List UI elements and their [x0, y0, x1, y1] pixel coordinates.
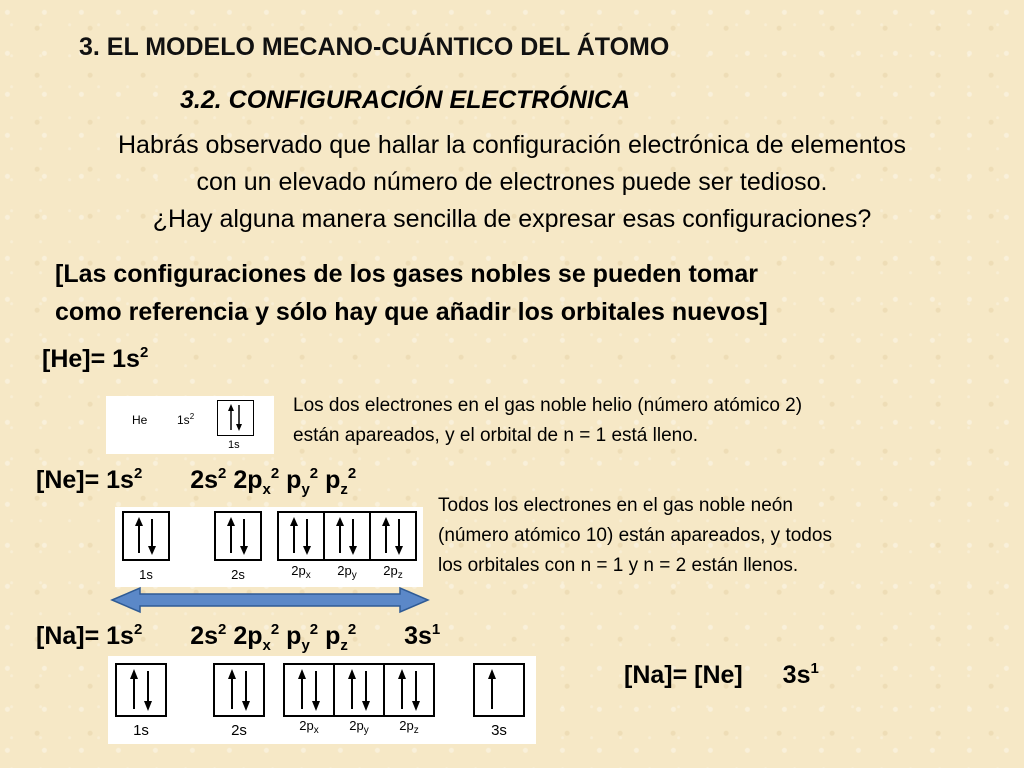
reference-statement — [55, 255, 768, 331]
spin-pair-icon — [218, 401, 252, 434]
na-2s: 2s — [190, 622, 219, 650]
reference-line-1: [Las configuraciones de los gases nobles se pueden tomar — [55, 260, 758, 288]
na-2s-sup: 2 — [218, 621, 227, 638]
he-panel-symbol: He — [132, 413, 148, 427]
intro-line-2: con un elevado número de electrones puede ser tedioso. — [196, 168, 828, 196]
na-orbital-2pz — [383, 663, 435, 717]
ne-note-line-1: Todos los electrones en el gas noble neón — [438, 495, 793, 516]
na-orbital-1s — [115, 663, 167, 717]
na-py: p — [286, 622, 302, 650]
na-orbital-2px — [283, 663, 335, 717]
ne-orbital-2py — [323, 511, 371, 561]
ne-py-sup: 2 — [309, 465, 319, 482]
he-configuration — [42, 345, 148, 374]
he-orbital-label: 1s — [228, 439, 240, 451]
na-short-3s-sup: 1 — [810, 660, 819, 677]
intro-line-1: Habrás observado que hallar la configuración electrónica de elementos — [118, 131, 906, 159]
na-short-configuration — [624, 661, 819, 690]
na-label-2py: $2p_y$ — [349, 718, 369, 736]
na-pz: p — [325, 622, 341, 650]
ne-label-2px: $2p_x$ — [291, 563, 311, 581]
na-py-sup: 2 — [309, 621, 319, 638]
spin-pair-icon — [216, 513, 260, 559]
na-label-2pz: $2p_z$ — [399, 718, 419, 736]
reference-line-2: como referencia y sólo hay que añadir los orbitales nuevos] — [55, 298, 768, 326]
ne-pz-sub: z — [340, 481, 348, 498]
he-orbital-panel — [106, 396, 274, 454]
ne-orbital-2pz — [369, 511, 417, 561]
spin-pair-icon — [371, 513, 415, 559]
section-subtitle: 3.2. CONFIGURACIÓN ELECTRÓNICA — [180, 86, 631, 114]
ne-2s: 2s — [190, 466, 219, 494]
ne-orbital-1s — [122, 511, 170, 561]
spin-pair-icon — [117, 665, 165, 715]
intro-line-3: ¿Hay alguna manera sencilla de expresar esas configuraciones? — [152, 205, 872, 233]
he-note-line-1: Los dos electrones en el gas noble helio (número atómico 2) — [293, 395, 803, 416]
spin-pair-icon — [325, 513, 369, 559]
spin-pair-icon — [285, 665, 333, 715]
ne-orbital-2s — [214, 511, 262, 561]
ne-label-1s: 1s — [139, 567, 153, 582]
na-2px-sub: x — [262, 637, 271, 654]
ne-2px: 2p — [233, 466, 263, 494]
spin-pair-icon — [215, 665, 263, 715]
he-panel-config-sup: 2 — [189, 412, 195, 421]
spin-pair-icon — [385, 665, 433, 715]
na-label-2s: 2s — [231, 722, 247, 739]
ne-prefix: [Ne]= 1s — [36, 466, 134, 494]
spin-up-arrow-icon — [475, 665, 523, 715]
na-3s: 3s — [404, 622, 432, 650]
ne-note — [438, 491, 832, 581]
na-3s-sup: 1 — [431, 621, 441, 638]
na-label-1s: 1s — [133, 722, 149, 739]
he-config-sup: 2 — [139, 344, 149, 361]
na-prefix: [Na]= 1s — [36, 622, 134, 650]
na-py-sub: y — [301, 637, 310, 654]
na-2px-sup: 2 — [270, 621, 280, 638]
ne-py-sub: y — [301, 481, 310, 498]
ne-label-2pz: $2p_z$ — [383, 563, 403, 581]
na-label-3s: 3s — [491, 722, 507, 739]
na-1s-sup: 2 — [133, 621, 143, 638]
na-orbital-panel — [108, 656, 536, 744]
na-pz-sup: 2 — [347, 621, 357, 638]
ne-pz: p — [325, 466, 341, 494]
spin-pair-icon — [124, 513, 168, 559]
he-panel-config — [177, 413, 194, 427]
ne-orbital-2px — [277, 511, 325, 561]
na-pz-sub: z — [340, 637, 348, 654]
na-short-prefix: [Na]= [Ne] — [624, 661, 743, 689]
ne-2s-sup: 2 — [218, 465, 227, 482]
he-config-text: [He]= 1s — [42, 345, 140, 373]
double-arrow-icon — [110, 586, 430, 614]
ne-orbital-panel — [115, 507, 423, 587]
na-orbital-3s — [473, 663, 525, 717]
ne-note-line-3: los orbitales con n = 1 y n = 2 están llenos. — [438, 555, 799, 576]
na-2px: 2p — [233, 622, 263, 650]
na-orbital-2py — [333, 663, 385, 717]
he-panel-config-text: 1s — [177, 413, 190, 427]
spin-pair-icon — [279, 513, 323, 559]
ne-2px-sup: 2 — [270, 465, 280, 482]
spin-pair-icon — [335, 665, 383, 715]
ne-1s-sup: 2 — [133, 465, 143, 482]
na-configuration — [36, 621, 441, 654]
he-orbital-1s — [217, 400, 254, 436]
he-note-line-2: están apareados, y el orbital de n = 1 está lleno. — [293, 425, 699, 446]
ne-configuration — [36, 465, 357, 498]
ne-note-line-2: (número atómico 10) están apareados, y todos — [438, 525, 832, 546]
ne-py: p — [286, 466, 302, 494]
page-title: 3. EL MODELO MECANO-CUÁNTICO DEL ÁTOMO — [79, 33, 670, 61]
he-note — [293, 391, 802, 451]
na-label-2px: $2p_x$ — [299, 718, 319, 736]
na-orbital-2s — [213, 663, 265, 717]
ne-pz-sup: 2 — [347, 465, 357, 482]
ne-2px-sub: x — [262, 481, 271, 498]
ne-label-2s: 2s — [231, 567, 245, 582]
na-short-3s: 3s — [782, 661, 811, 689]
intro-paragraph — [0, 127, 1024, 238]
ne-label-2py: $2p_y$ — [337, 563, 357, 581]
